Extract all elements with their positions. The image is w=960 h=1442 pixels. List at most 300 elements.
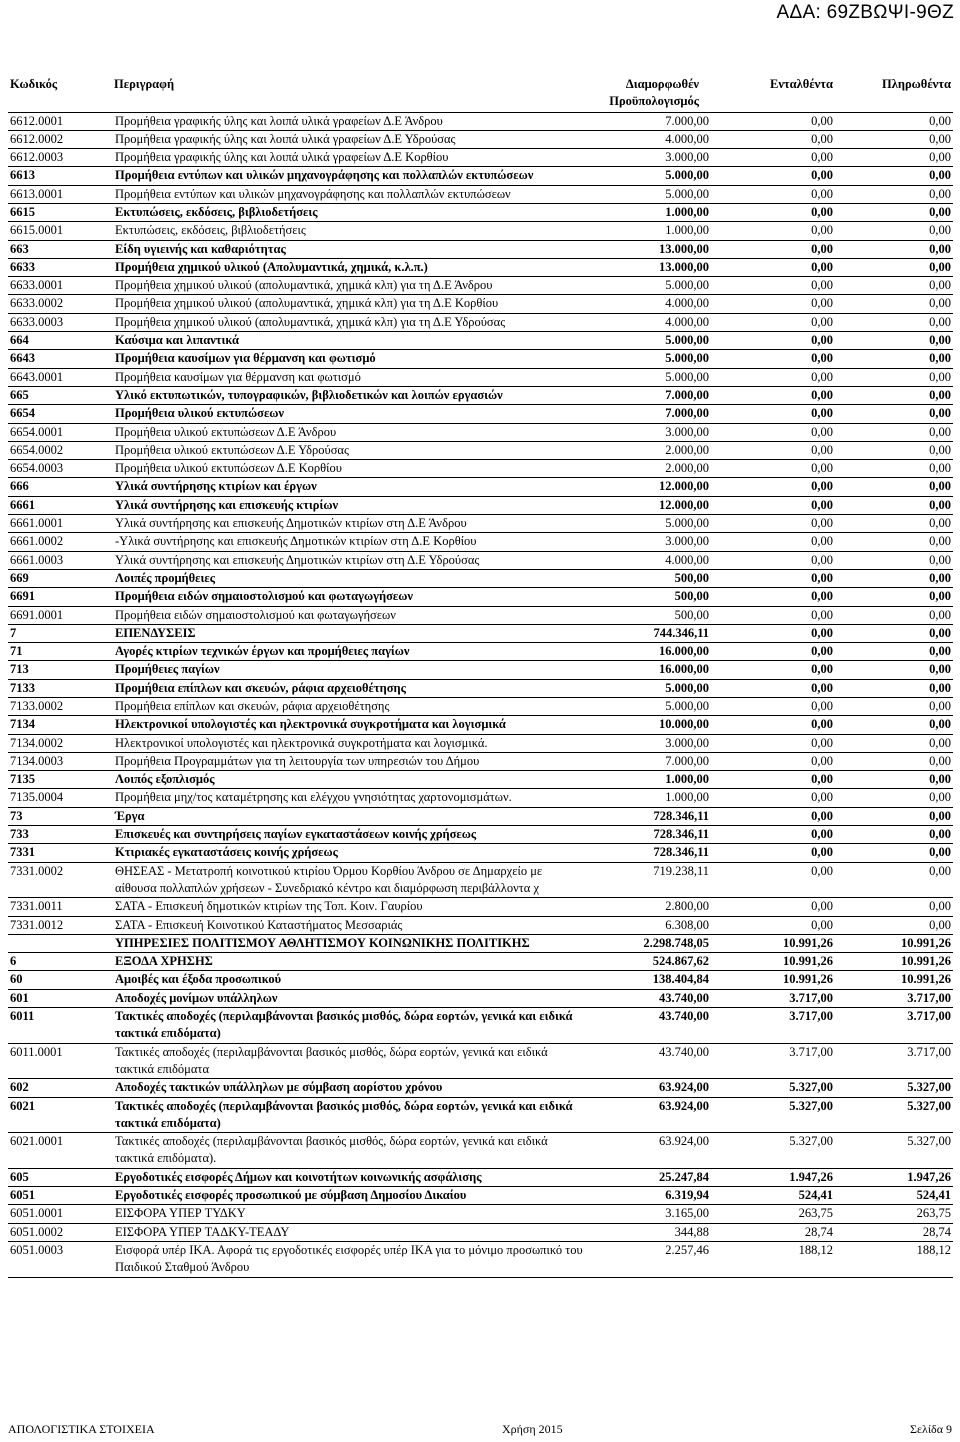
row-code: 601	[10, 990, 29, 1005]
table-row	[8, 185, 953, 203]
row-budget: 5.000,00	[665, 278, 709, 293]
row-budget: 7.000,00	[665, 753, 709, 768]
row-paid: 0,00	[929, 296, 951, 311]
row-paid: 0,00	[929, 899, 951, 914]
row-paid: 0,00	[929, 223, 951, 238]
row-paid: 0,00	[929, 808, 951, 823]
row-paid: 10.991,26	[901, 972, 951, 987]
table-row	[8, 423, 953, 441]
table-row	[8, 1133, 953, 1169]
row-paid: 0,00	[929, 461, 951, 476]
row-paid: 0,00	[929, 917, 951, 932]
row-code: 6	[10, 954, 17, 969]
row-paid: 3.717,00	[907, 1009, 951, 1024]
row-budget: 744.346,11	[653, 625, 709, 640]
row-paid: 0,00	[929, 845, 951, 860]
page-footer	[8, 1422, 952, 1437]
header-budget	[587, 76, 711, 112]
row-description: ΘΗΣΕΑΣ - Μετατροπή κοινοτικού κτιρίου Όρμου Κορθίου Άνδρου σε Δημαρχείο με αίθουσα πολλαπλών χρήσεων - Συνεδριακό κέντρο και διαμόρφωση περιβάλλοντα χ	[115, 863, 543, 895]
table-row	[8, 898, 953, 916]
table-row	[8, 222, 953, 240]
row-budget: 10.000,00	[659, 717, 709, 732]
row-committed: 0,00	[811, 113, 833, 128]
row-budget: 2.298.748,05	[643, 935, 709, 950]
row-paid: 0,00	[929, 552, 951, 567]
row-description: Εργοδοτικές εισφορές Δήμων και κοινοτήτων κοινωνικής ασφάλισης	[115, 1169, 482, 1184]
row-code: 7331.0012	[10, 917, 64, 932]
row-committed: 0,00	[811, 351, 833, 366]
row-budget: 5.000,00	[665, 516, 709, 531]
row-code: 6613.0001	[10, 186, 64, 201]
row-paid: 10.991,26	[901, 935, 951, 950]
row-budget: 3.000,00	[665, 735, 709, 750]
row-committed: 0,00	[811, 552, 833, 567]
row-budget: 7.000,00	[665, 113, 709, 128]
row-description: Προμήθεια μηχ/τος καταμέτρησης και ελέγχου γνησιότητας χαρτονομισμάτων.	[115, 790, 512, 805]
row-paid: 0,00	[929, 753, 951, 768]
row-committed: 0,00	[811, 278, 833, 293]
table-row	[8, 789, 953, 807]
row-budget: 728.346,11	[653, 827, 709, 842]
row-code: 6612.0002	[10, 131, 64, 146]
row-budget: 5.000,00	[665, 369, 709, 384]
row-budget: 5.000,00	[665, 186, 709, 201]
table-row	[8, 313, 953, 331]
row-committed: 5.327,00	[789, 1080, 833, 1095]
row-budget: 1.000,00	[665, 223, 709, 238]
row-code: 6661.0003	[10, 552, 64, 567]
row-budget: 16.000,00	[659, 662, 709, 677]
row-committed: 5.327,00	[789, 1098, 833, 1113]
row-committed: 0,00	[811, 735, 833, 750]
row-committed: 0,00	[811, 223, 833, 238]
row-budget: 7.000,00	[665, 387, 709, 402]
row-committed: 0,00	[811, 168, 833, 183]
header-budget-line2: Προϋπολογισμός	[609, 94, 699, 109]
header-paid: Πληρωθέντα	[882, 77, 951, 91]
row-code: 7135	[10, 772, 35, 787]
row-description: Καύσιμα και λιπαντικά	[115, 333, 239, 348]
row-committed: 0,00	[811, 406, 833, 421]
row-code: 666	[10, 479, 29, 494]
row-committed: 0,00	[811, 808, 833, 823]
row-budget: 5.000,00	[665, 168, 709, 183]
row-committed: 3.717,00	[789, 1009, 833, 1024]
table-row	[8, 112, 953, 130]
row-code: 6633.0002	[10, 296, 64, 311]
header-description: Περιγραφή	[114, 77, 175, 91]
row-description: Αμοιβές και έξοδα προσωπικού	[115, 972, 282, 987]
row-committed: 0,00	[811, 186, 833, 201]
row-budget: 16.000,00	[659, 644, 709, 659]
row-description: Προμήθεια γραφικής ύλης και λοιπά υλικά γραφείων Δ.Ε Υδρούσας	[115, 131, 456, 146]
table-row	[8, 258, 953, 276]
row-code: 713	[10, 662, 29, 677]
table-body	[8, 112, 953, 1277]
row-code: 6615	[10, 204, 35, 219]
row-description: Προμήθεια εντύπων και υλικών μηχανογράφησης και πολλαπλών εκτυπώσεων	[115, 168, 534, 183]
row-description: Ηλεκτρονικοί υπολογιστές και ηλεκτρονικά συγκροτήματα και λογισμικά	[115, 717, 506, 732]
row-committed: 28,74	[804, 1224, 833, 1239]
row-budget: 63.924,00	[659, 1080, 709, 1095]
row-code: 71	[10, 644, 23, 659]
row-code: 7134.0003	[10, 753, 64, 768]
row-budget: 728.346,11	[653, 808, 709, 823]
row-budget: 43.740,00	[659, 1009, 709, 1024]
row-description: -Υλικά συντήρησης και επισκευής Δημοτικών κτιρίων στη Δ.Ε Κορθίου	[115, 534, 477, 549]
row-committed: 0,00	[811, 680, 833, 695]
row-code: 669	[10, 570, 29, 585]
row-budget: 1.000,00	[665, 772, 709, 787]
ada-stamp: ΑΔΑ: 69ΖΒΩΨΙ-9ΘΖ	[776, 2, 954, 23]
row-code: 6051.0002	[10, 1224, 64, 1239]
row-paid: 3.717,00	[907, 990, 951, 1005]
row-code: 6612.0001	[10, 113, 64, 128]
row-committed: 0,00	[811, 424, 833, 439]
row-budget: 719.238,11	[653, 863, 709, 878]
row-committed: 1.947,26	[789, 1169, 833, 1184]
table-row	[8, 441, 953, 459]
row-committed: 0,00	[811, 497, 833, 512]
row-budget: 5.000,00	[665, 699, 709, 713]
row-paid: 0,00	[929, 717, 951, 732]
row-paid: 0,00	[929, 625, 951, 640]
row-budget: 3.000,00	[665, 150, 709, 165]
row-paid: 524,41	[916, 1188, 951, 1203]
row-committed: 0,00	[811, 259, 833, 274]
row-description: Προμήθειες παγίων	[115, 662, 220, 677]
table-row	[8, 643, 953, 661]
row-paid: 0,00	[929, 168, 951, 183]
row-description: ΕΙΣΦΟΡΑ ΥΠΕΡ ΤΥΔΚΥ	[115, 1206, 246, 1221]
row-description: ΣΑΤΑ - Επισκευή δημοτικών κτιρίων της Τοπ. Κοιν. Γαυρίου	[115, 899, 423, 914]
row-description: Προμήθεια ειδών σημαιοστολισμού και φωταγωγήσεων	[115, 607, 396, 622]
row-code: 6654	[10, 406, 35, 421]
row-description: Λοιπός εξοπλισμός	[115, 772, 215, 787]
row-budget: 5.000,00	[665, 333, 709, 348]
table-row	[8, 332, 953, 350]
table-row	[8, 734, 953, 752]
table-row	[8, 277, 953, 295]
row-committed: 0,00	[811, 699, 833, 713]
row-paid: 0,00	[929, 479, 951, 494]
row-code: 733	[10, 827, 29, 842]
row-code: 6654.0001	[10, 424, 64, 439]
header-budget-line1: Διαμορφωθέν	[625, 77, 699, 91]
row-description: Προμήθεια γραφικής ύλης και λοιπά υλικά γραφείων Δ.Ε Κορθίου	[115, 150, 449, 165]
row-code: 6615.0001	[10, 223, 64, 238]
row-code: 665	[10, 387, 29, 402]
table-row	[8, 716, 953, 734]
row-paid: 1.947,26	[907, 1169, 951, 1184]
row-committed: 524,41	[798, 1188, 833, 1203]
row-paid: 0,00	[929, 113, 951, 128]
row-description: Εκτυπώσεις, εκδόσεις, βιβλιοδετήσεις	[115, 204, 318, 219]
table-row	[8, 478, 953, 496]
row-description: Προμήθεια χημικού υλικού (Απολυμαντικά, χημικά, κ.λ.π.)	[115, 259, 428, 274]
row-description: Κτιριακές εγκαταστάσεις κοινής χρήσεως	[115, 845, 338, 860]
row-code: 60	[10, 972, 23, 987]
row-paid: 0,00	[929, 387, 951, 402]
table-row	[8, 1008, 953, 1044]
row-committed: 0,00	[811, 516, 833, 531]
row-budget: 2.000,00	[665, 461, 709, 476]
row-code: 663	[10, 241, 29, 256]
row-paid: 0,00	[929, 333, 951, 348]
row-description: Προμήθεια καυσίμων για θέρμανση και φωτισμό	[115, 369, 361, 384]
table-row	[8, 295, 953, 313]
row-paid: 0,00	[929, 516, 951, 531]
row-committed: 0,00	[811, 863, 833, 878]
table-row	[8, 240, 953, 258]
table-row	[8, 1205, 953, 1223]
row-description: Αποδοχές μονίμων υπάλληλων	[115, 990, 278, 1005]
row-code: 7331.0002	[10, 863, 64, 878]
row-code: 7134.0002	[10, 735, 64, 750]
row-description: Επισκευές και συντηρήσεις παγίων εγκαταστάσεων κοινής χρήσεως	[115, 827, 477, 842]
row-code: 6011	[10, 1009, 35, 1024]
row-paid: 0,00	[929, 534, 951, 549]
row-committed: 0,00	[811, 387, 833, 402]
table-row	[8, 1043, 953, 1079]
table-row	[8, 1223, 953, 1241]
row-paid: 0,00	[929, 131, 951, 146]
row-budget: 12.000,00	[659, 479, 709, 494]
row-code: 6051.0003	[10, 1242, 64, 1257]
table-row	[8, 368, 953, 386]
row-budget: 6.319,94	[665, 1188, 709, 1203]
row-paid: 0,00	[929, 259, 951, 274]
row-description: ΕΞΟΔΑ ΧΡΗΣΗΣ	[115, 954, 213, 969]
row-code: 6661.0002	[10, 534, 64, 549]
row-committed: 10.991,26	[783, 954, 833, 969]
row-paid: 0,00	[929, 369, 951, 384]
footer-left: ΑΠΟΛΟΓΙΣΤΙΚΑ ΣΤΟΙΧΕΙΑ	[8, 1422, 155, 1436]
table-row	[8, 934, 953, 952]
table-row	[8, 533, 953, 551]
row-description: Προμήθεια υλικού εκτυπώσεων Δ.Ε Άνδρου	[115, 424, 337, 439]
row-code: 7133.0002	[10, 699, 64, 713]
table-row	[8, 1079, 953, 1097]
row-code: 6643.0001	[10, 369, 64, 384]
table-row	[8, 844, 953, 862]
row-description: Υλικά συντήρησης και επισκευής Δημοτικών κτιρίων στη Δ.Ε Υδρούσας	[115, 552, 480, 567]
row-code: 7135.0004	[10, 790, 64, 805]
row-code: 6011.0001	[10, 1044, 63, 1059]
row-paid: 0,00	[929, 351, 951, 366]
row-description: ΣΑΤΑ - Επισκευή Κοινοτικού Καταστήματος Μεσσαριάς	[115, 917, 403, 932]
row-budget: 524.867,62	[652, 954, 709, 969]
row-budget: 63.924,00	[659, 1134, 709, 1149]
table-row	[8, 989, 953, 1007]
row-budget: 4.000,00	[665, 296, 709, 311]
row-code: 6633.0003	[10, 314, 64, 329]
table-row	[8, 515, 953, 533]
row-committed: 188,12	[798, 1242, 833, 1257]
row-committed: 0,00	[811, 204, 833, 219]
row-committed: 0,00	[811, 479, 833, 494]
row-description: Προμήθεια γραφικής ύλης και λοιπά υλικά γραφείων Δ.Ε Άνδρου	[115, 113, 443, 128]
row-paid: 0,00	[929, 790, 951, 805]
row-description: Προμήθεια επίπλων και σκευών, ράφια αρχειοθέτησης	[115, 699, 390, 713]
row-paid: 0,00	[929, 497, 951, 512]
row-committed: 0,00	[811, 644, 833, 659]
row-paid: 0,00	[929, 204, 951, 219]
row-budget: 2.257,46	[665, 1242, 709, 1257]
row-description: Προμήθεια Προγραμμάτων για τη λειτουργία των υπηρεσιών του Δήμου	[115, 753, 480, 768]
row-budget: 3.000,00	[665, 424, 709, 439]
row-budget: 344,88	[674, 1224, 709, 1239]
table-row	[8, 149, 953, 167]
row-description: Προμήθεια χημικού υλικού (απολυμαντικά, χημικά κλπ) για τη Δ.Ε Υδρούσας	[115, 314, 506, 329]
row-code: 6633	[10, 259, 35, 274]
row-paid: 0,00	[929, 607, 951, 622]
row-paid: 0,00	[929, 699, 951, 713]
row-description: Προμήθεια χημικού υλικού (απολυμαντικά, χημικά κλπ) για τη Δ.Ε Άνδρου	[115, 278, 493, 293]
row-paid: 0,00	[929, 772, 951, 787]
table-row	[8, 661, 953, 679]
row-description: Υλικό εκτυπωτικών, τυπογραφικών, βιβλιοδετικών και λοιπών εργασιών	[115, 387, 503, 402]
table-row	[8, 130, 953, 148]
row-description: Υλικά συντήρησης και επισκευής Δημοτικών κτιρίων στη Δ.Ε Άνδρου	[115, 516, 467, 531]
row-code: 6612.0003	[10, 150, 64, 165]
row-budget: 500,00	[674, 607, 709, 622]
row-budget: 2.800,00	[665, 899, 709, 914]
row-paid: 28,74	[922, 1224, 951, 1239]
row-committed: 0,00	[811, 570, 833, 585]
row-committed: 0,00	[811, 607, 833, 622]
row-code: 7133	[10, 680, 35, 695]
table-row	[8, 752, 953, 770]
row-budget: 13.000,00	[659, 241, 709, 256]
row-committed: 0,00	[811, 314, 833, 329]
table-row	[8, 405, 953, 423]
table-row	[8, 588, 953, 606]
row-paid: 0,00	[929, 680, 951, 695]
row-paid: 188,12	[916, 1242, 951, 1257]
row-budget: 6.308,00	[665, 917, 709, 932]
row-committed: 0,00	[811, 753, 833, 768]
row-description: Προμήθεια υλικού εκτυπώσεων	[115, 406, 285, 421]
row-code: 7134	[10, 717, 35, 732]
row-description: Έργα	[115, 808, 145, 823]
row-committed: 0,00	[811, 625, 833, 640]
row-description: Προμήθεια χημικού υλικού (απολυμαντικά, χημικά κλπ) για τη Δ.Ε Κορθίου	[115, 296, 499, 311]
row-description: Προμήθεια καυσίμων για θέρμανση και φωτισμό	[115, 351, 376, 366]
row-paid: 0,00	[929, 827, 951, 842]
table-row	[8, 862, 953, 898]
row-committed: 0,00	[811, 461, 833, 476]
header-committed: Ενταλθέντα	[770, 77, 833, 91]
row-paid: 0,00	[929, 644, 951, 659]
row-description: Εκτυπώσεις, εκδόσεις, βιβλιοδετήσεις	[115, 223, 306, 238]
row-code: 6661	[10, 497, 35, 512]
row-paid: 0,00	[929, 424, 951, 439]
row-code: 6021	[10, 1098, 35, 1113]
row-budget: 5.000,00	[665, 680, 709, 695]
row-committed: 0,00	[811, 790, 833, 805]
row-committed: 0,00	[811, 717, 833, 732]
table-row	[8, 679, 953, 697]
row-code: 7331.0011	[10, 899, 63, 914]
row-paid: 5.327,00	[907, 1080, 951, 1095]
row-code: 6691	[10, 589, 35, 604]
table-row	[8, 460, 953, 478]
row-description: Τακτικές αποδοχές (περιλαμβάνονται βασικός μισθός, δώρα εορτών, γενικά και ειδικά τακτικά επιδόματα	[115, 1044, 548, 1076]
row-committed: 0,00	[811, 150, 833, 165]
table-row	[8, 167, 953, 185]
row-budget: 138.404,84	[652, 972, 709, 987]
row-paid: 0,00	[929, 150, 951, 165]
row-code: 6654.0003	[10, 461, 64, 476]
row-paid: 0,00	[929, 314, 951, 329]
row-budget: 43.740,00	[659, 1044, 709, 1059]
row-paid: 0,00	[929, 589, 951, 604]
row-budget: 7.000,00	[665, 406, 709, 421]
row-description: Προμήθεια επίπλων και σκευών, ράφια αρχειοθέτησης	[115, 680, 406, 695]
table-row	[8, 203, 953, 221]
row-description: Εισφορά υπέρ ΙΚΑ. Αφορά τις εργοδοτικές εισφορές υπέρ ΙΚΑ για το μόνιμο προσωπικό του Παιδικού Σταθμού Άνδρου	[115, 1242, 583, 1275]
header-code: Κωδικός	[10, 77, 58, 91]
row-code: 7	[10, 625, 17, 640]
table-row	[8, 826, 953, 844]
row-committed: 0,00	[811, 827, 833, 842]
row-description: Τακτικές αποδοχές (περιλαμβάνονται βασικός μισθός, δώρα εορτών, γενικά και ειδικά τακτικά επιδόματα)	[115, 1009, 573, 1041]
row-committed: 263,75	[798, 1206, 833, 1221]
row-description: Υλικά συντήρησης και επισκευής κτιρίων	[115, 497, 339, 512]
row-budget: 1.000,00	[665, 204, 709, 219]
row-description: Προμήθεια υλικού εκτυπώσεων Δ.Ε Κορθίου	[115, 461, 342, 476]
row-paid: 0,00	[929, 863, 951, 878]
row-code: 6633.0001	[10, 278, 64, 293]
row-committed: 0,00	[811, 369, 833, 384]
table-row	[8, 916, 953, 934]
row-budget: 1.000,00	[665, 790, 709, 805]
row-description: Αποδοχές τακτικών υπάλληλων με σύμβαση αορίστου χρόνου	[115, 1080, 443, 1095]
row-budget: 4.000,00	[665, 552, 709, 567]
budget-table	[8, 76, 953, 1278]
row-paid: 0,00	[929, 186, 951, 201]
row-committed: 10.991,26	[783, 972, 833, 987]
row-description: Τακτικές αποδοχές (περιλαμβάνονται βασικός μισθός, δώρα εορτών, γενικά και ειδικά τακτικά επιδόματα)	[115, 1098, 573, 1130]
row-code: 602	[10, 1080, 29, 1095]
table-row	[8, 1097, 953, 1133]
row-paid: 3.717,00	[907, 1044, 951, 1059]
row-code: 605	[10, 1169, 29, 1184]
row-budget: 63.924,00	[659, 1098, 709, 1113]
row-paid: 10.991,26	[901, 954, 951, 969]
row-committed: 0,00	[811, 296, 833, 311]
row-paid: 0,00	[929, 241, 951, 256]
row-committed: 0,00	[811, 442, 833, 457]
row-committed: 0,00	[811, 662, 833, 677]
row-committed: 0,00	[811, 534, 833, 549]
row-description: Εργοδοτικές εισφορές προσωπικού με σύμβαση Δημοσίου Δικαίου	[115, 1188, 467, 1203]
row-committed: 0,00	[811, 589, 833, 604]
row-paid: 263,75	[916, 1206, 951, 1221]
row-description: ΕΙΣΦΟΡΑ ΥΠΕΡ ΤΑΔΚΥ-ΤΕΑΔΥ	[115, 1224, 290, 1239]
row-budget: 5.000,00	[665, 351, 709, 366]
table-row	[8, 624, 953, 642]
row-committed: 10.991,26	[783, 935, 833, 950]
footer-center: Χρήση 2015	[501, 1422, 563, 1436]
row-code: 664	[10, 333, 29, 348]
row-paid: 0,00	[929, 278, 951, 293]
row-paid: 0,00	[929, 735, 951, 750]
table-row	[8, 807, 953, 825]
table-row	[8, 569, 953, 587]
row-paid: 0,00	[929, 662, 951, 677]
